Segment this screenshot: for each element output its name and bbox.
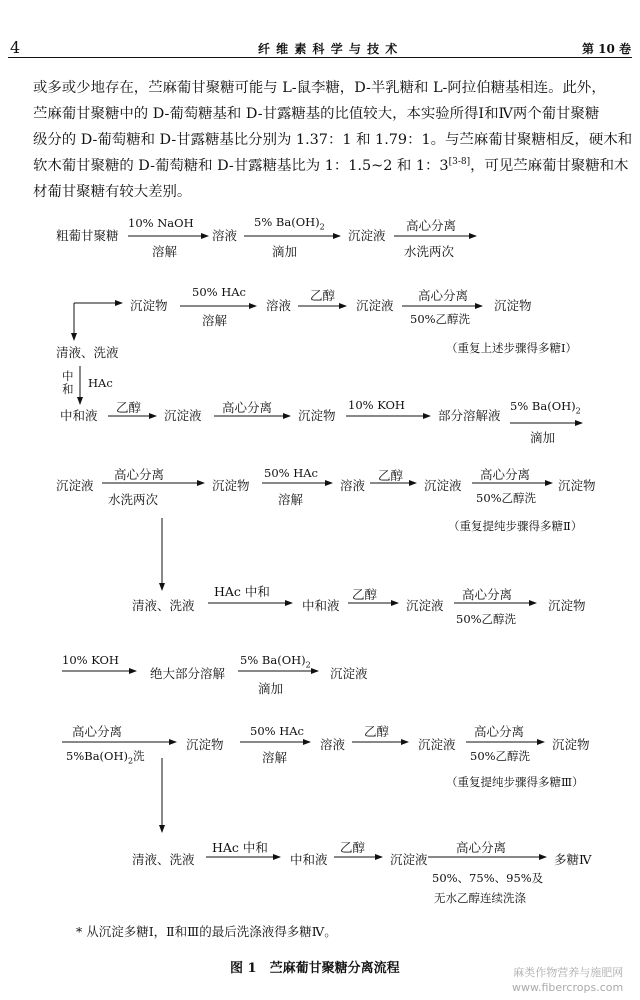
node-precipitate: 沉淀物 (212, 478, 250, 493)
op-koh: 10% KOH (62, 653, 119, 667)
paragraph-line: 苎麻葡甘聚糖中的 D-葡萄糖基和 D-甘露糖基的比值较大，本实验所得Ⅰ和Ⅳ两个葡甘聚糖 (33, 106, 600, 122)
op-water-wash: 水洗两次 (108, 492, 159, 507)
node-solution: 溶液 (212, 228, 238, 243)
op-neutralize-vertical: 中 和 (62, 369, 74, 396)
op-naoh: 10% NaOH (128, 216, 194, 230)
journal-title: 纤 维 素 科 学 与 技 术 (258, 42, 399, 56)
op-dissolve: 溶解 (152, 244, 178, 259)
note-repeat-2: （重复提纯步骤得多糖Ⅱ） (448, 519, 583, 533)
op-hac-neutralize: HAc 中和 (214, 584, 270, 599)
node-precipitate: 沉淀物 (130, 298, 168, 313)
op-ethanol: 乙醇 (352, 587, 378, 602)
op-centrifuge: 高心分离 (480, 467, 531, 482)
op-ethanol-wash: 50%乙醇洗 (470, 749, 531, 763)
op-centrifuge: 高心分离 (456, 840, 507, 855)
op-ethanol: 乙醇 (310, 288, 336, 303)
node-precipitate-liquid: 沉淀液 (424, 478, 462, 493)
citation-ref: [3-8] (448, 157, 471, 168)
op-ethanol: 乙醇 (364, 724, 390, 739)
op-ethanol: 乙醇 (378, 468, 404, 483)
note-repeat-1: （重复上述步骤得多糖Ⅰ） (446, 341, 578, 355)
node-partial-dissolve: 部分溶解液 (438, 408, 501, 423)
node-solution: 溶液 (320, 737, 346, 752)
node-solution: 溶液 (340, 478, 366, 493)
op-multi-wash-1: 50%、75%、95%及 (432, 871, 544, 885)
node-precipitate: 沉淀物 (494, 298, 532, 313)
op-hac50: 50% HAc (264, 466, 318, 480)
paragraph-line: 级分的 D-葡萄糖和 D-甘露糖基比分别为 1.37：1 和 1.79：1。与苎麻葡甘聚糖相反，硬木和 (33, 132, 633, 148)
op-multi-wash-2: 无水乙醇连续洗涤 (434, 891, 526, 905)
paragraph-text: 软木葡甘聚糖的 D-葡萄糖和 D-甘露糖基比为 1：1.5~2 和 1：3 (33, 158, 449, 174)
op-drip: 滴加 (530, 430, 556, 445)
paragraph-line: 材葡甘聚糖有较大差别。 (33, 184, 192, 200)
op-ethanol-wash: 50%乙醇洗 (410, 312, 471, 326)
op-water-wash: 水洗两次 (404, 244, 455, 259)
op-centrifuge: 高心分离 (114, 467, 165, 482)
node-precipitate-liquid: 沉淀液 (356, 298, 394, 313)
op-dissolve: 溶解 (278, 492, 304, 507)
node-clear-wash: 清液、洗液 (56, 345, 119, 360)
op-baoh2-wash: $5\%Ba(OH)_2$洗 (66, 749, 145, 766)
node-neutral-liquid: 中和液 (60, 408, 98, 423)
paragraph-line: 或多或少地存在，苎麻葡甘聚糖可能与 L-鼠李糖，D-半乳糖和 L-阿拉伯糖基相连。此外， (33, 80, 606, 96)
op-dissolve: 溶解 (262, 750, 288, 765)
op-dissolve: 溶解 (202, 313, 228, 328)
node-crude-glucomannan: 粗葡甘聚糖 (56, 228, 119, 243)
figure-caption: 图 1 苎麻葡甘聚糖分离流程 (230, 961, 400, 976)
footnote: * 从沉淀多糖Ⅰ，Ⅱ和Ⅲ的最后洗涤液得多糖Ⅳ。 (76, 924, 337, 939)
op-centrifuge: 高心分离 (418, 288, 469, 303)
node-clear-wash: 清液、洗液 (132, 598, 195, 613)
op-koh: 10% KOH (348, 398, 405, 412)
op-centrifuge: 高心分离 (406, 218, 457, 233)
op-ethanol-wash: 50%乙醇洗 (476, 491, 537, 505)
node-precipitate: 沉淀物 (552, 737, 590, 752)
op-centrifuge: 高心分离 (474, 724, 525, 739)
op-ethanol: 乙醇 (116, 400, 142, 415)
node-solution: 溶液 (266, 298, 292, 313)
watermark: 麻类作物营养与施肥网 www.fibercrops.com (512, 966, 624, 994)
node-precipitate-liquid: 沉淀液 (418, 737, 456, 752)
node-neutral-liquid: 中和液 (302, 598, 340, 613)
op-hac: HAc (88, 376, 113, 390)
node-precipitate: 沉淀物 (558, 478, 596, 493)
op-baoh2: 5% $Ba(OH)_2$ (240, 653, 311, 670)
op-baoh2: 5% $Ba(OH)_2$ (510, 399, 581, 416)
node-precipitate: 沉淀物 (548, 598, 586, 613)
op-baoh2: 5% $Ba(OH)_2$ (254, 215, 325, 232)
op-hac50: 50% HAc (192, 285, 246, 299)
node-precipitate-liquid: 沉淀液 (330, 666, 368, 681)
op-centrifuge: 高心分离 (222, 400, 273, 415)
op-drip: 滴加 (272, 244, 298, 259)
node-precipitate-liquid: 沉淀液 (164, 408, 202, 423)
page-number: 4 (10, 38, 21, 57)
op-hac-neutralize: HAc 中和 (212, 840, 268, 855)
op-ethanol: 乙醇 (340, 840, 366, 855)
op-ethanol-wash: 50%乙醇洗 (456, 612, 517, 626)
op-centrifuge: 高心分离 (462, 587, 513, 602)
node-precipitate: 沉淀物 (186, 737, 224, 752)
op-hac50: 50% HAc (250, 724, 304, 738)
node-neutral-liquid: 中和液 (290, 852, 328, 867)
node-precipitate-liquid: 沉淀液 (56, 478, 94, 493)
node-polysaccharide-4: 多糖Ⅳ (554, 852, 592, 867)
node-clear-wash: 清液、洗液 (132, 852, 195, 867)
node-precipitate-liquid: 沉淀液 (406, 598, 444, 613)
op-centrifuge: 高心分离 (72, 724, 123, 739)
node-most-dissolve: 绝大部分溶解 (150, 666, 226, 681)
node-precipitate: 沉淀物 (298, 408, 336, 423)
volume-label: 第 10 卷 (582, 42, 632, 56)
node-precipitate-liquid: 沉淀液 (390, 852, 428, 867)
note-repeat-3: （重复提纯步骤得多糖Ⅲ） (446, 775, 584, 789)
paragraph-text: ，可见苎麻葡甘聚糖和木 (470, 158, 629, 174)
op-drip: 滴加 (258, 681, 284, 696)
node-precipitate-liquid: 沉淀液 (348, 228, 386, 243)
